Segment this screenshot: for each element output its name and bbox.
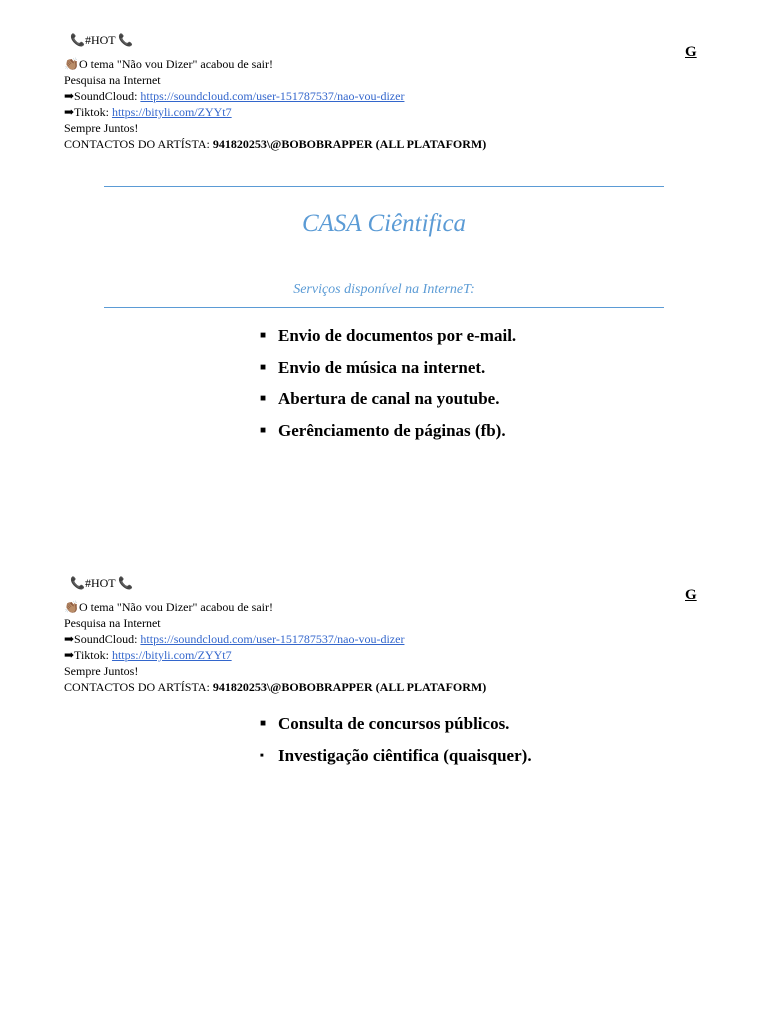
list-item [260, 326, 516, 358]
soundcloud-link[interactable]: https://soundcloud.com/user-151787537/nao-vou-dizer [140, 632, 405, 646]
announcement: 👏🏽O tema "Não vou Dizer" acabou de sair! [64, 600, 273, 614]
list-item [260, 714, 532, 746]
service-text: Envio de música na internet. [278, 357, 486, 377]
search-text: Pesquisa na Internet [64, 616, 161, 630]
services-list-top [260, 326, 516, 452]
tiktok-link[interactable]: https://bityli.com/ZYYt7 [111, 648, 232, 662]
services-list-bottom [260, 714, 532, 777]
contacts-label: CONTACTOS DO ARTÍSTA: [64, 680, 213, 694]
service-text: Gerênciamento de páginas (fb). [278, 420, 506, 440]
square-bullet-icon: ■ [260, 718, 267, 729]
top-divider [104, 186, 664, 187]
page-subtitle: Serviços disponível na InterneT: [293, 282, 475, 297]
gc-logo-icon: G [685, 587, 697, 603]
contacts-line [64, 136, 704, 152]
page-title: CASA Ciêntifica [301, 210, 467, 237]
soundcloud-link[interactable]: https://soundcloud.com/user-151787537/nao-vou-dizer [140, 89, 405, 103]
subtitle-divider [104, 307, 664, 308]
list-item [260, 358, 516, 390]
tiktok-label: ➡Tiktok: [64, 105, 112, 119]
soundcloud-line [64, 88, 704, 104]
tiktok-label: ➡Tiktok: [64, 648, 112, 662]
square-bullet-icon: ■ [260, 424, 267, 436]
together-text: Sempre Juntos! [64, 121, 139, 135]
list-item [260, 389, 516, 421]
tiktok-line [64, 647, 704, 663]
soundcloud-label: ➡SoundCloud: [64, 89, 141, 103]
tiktok-link[interactable]: https://bityli.com/ZYYt7 [111, 105, 232, 119]
list-item [260, 421, 516, 453]
promo-header-2 [64, 575, 704, 695]
small-bullet-icon: ■ [260, 752, 264, 759]
soundcloud-line [64, 631, 704, 647]
search-text: Pesquisa na Internet [64, 73, 161, 87]
square-bullet-icon: ■ [260, 361, 267, 373]
square-bullet-icon: ■ [260, 330, 267, 341]
contacts-line [64, 679, 704, 695]
together-text: Sempre Juntos! [64, 664, 139, 678]
tiktok-line [64, 104, 704, 120]
hot-label: 📞#HOT 📞 [70, 576, 134, 590]
contacts-value: 941820253\@BOBOBRAPPER (ALL PLATAFORM) [212, 680, 487, 694]
service-text: Abertura de canal na youtube. [278, 389, 500, 408]
service-text: Consulta de concursos públicos. [278, 714, 510, 733]
contacts-label: CONTACTOS DO ARTÍSTA: [64, 137, 213, 151]
list-item [260, 746, 532, 778]
hot-label: 📞#HOT 📞 [70, 33, 134, 47]
soundcloud-label: ➡SoundCloud: [64, 632, 141, 646]
contacts-value: 941820253\@BOBOBRAPPER (ALL PLATAFORM) [212, 137, 487, 151]
service-text: Envio de documentos por e-mail. [278, 326, 517, 345]
promo-header-1 [64, 32, 704, 152]
gc-logo-icon: G [685, 44, 697, 60]
square-bullet-icon: ■ [260, 393, 267, 404]
service-text: Investigação ciêntifica (quaisquer). [278, 745, 532, 765]
announcement: 👏🏽O tema "Não vou Dizer" acabou de sair! [64, 57, 273, 71]
